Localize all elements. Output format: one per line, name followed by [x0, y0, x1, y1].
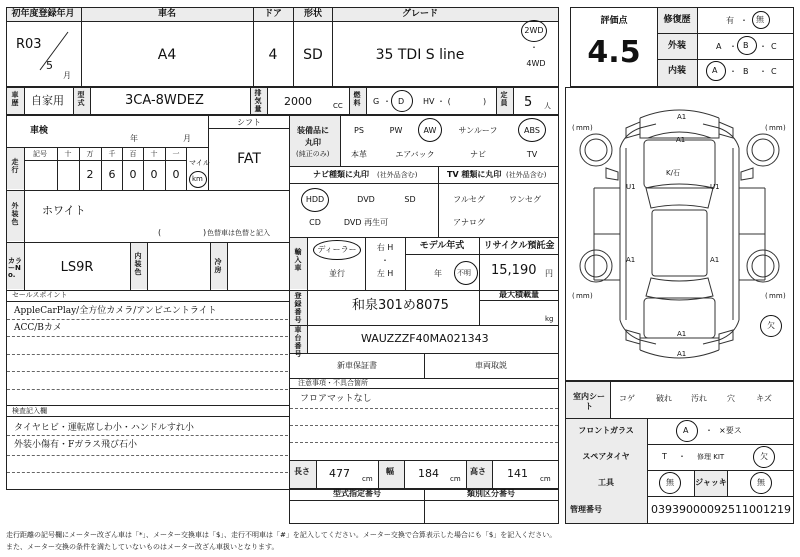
- interior-sep2: ・: [759, 67, 767, 76]
- fuel-hv: HV ・ (: [423, 97, 451, 106]
- diagram-mark-front: A1: [677, 113, 687, 121]
- wheel-rr-paren: (: [765, 292, 768, 300]
- recycle-unit: 円: [545, 269, 553, 278]
- equip-airbag: エアバック: [395, 150, 435, 159]
- inspector-label: 検査記入欄: [12, 407, 47, 415]
- color-note: 色替車は色替と記入: [207, 229, 270, 237]
- mileage-digit-4: 0: [129, 168, 137, 181]
- diagram-roof-label: K/石: [666, 169, 680, 177]
- fuel-close: ): [483, 97, 487, 106]
- mile-label: マイル: [189, 159, 210, 167]
- max-load-unit: kg: [545, 315, 554, 323]
- spare-label: スペアタイヤ: [582, 452, 630, 461]
- color-no-label: カラーNo.: [8, 257, 22, 279]
- equip-tv: TV: [526, 150, 538, 159]
- registration-label: 登録番号: [294, 292, 302, 324]
- wheel-fl-mm: mm: [576, 124, 590, 132]
- inspection-month-unit: 月: [183, 134, 191, 143]
- drive-4wd: 4WD: [526, 59, 546, 68]
- tv-oneseg: ワンセグ: [509, 195, 541, 204]
- exterior-label: 外装: [667, 41, 687, 51]
- wheel-rl-paren: (: [572, 292, 575, 300]
- drive-sep: ・: [530, 43, 538, 52]
- width-value: 184: [418, 467, 439, 480]
- digit-label-4: 百: [129, 150, 137, 158]
- wheel-rl-mm: mm: [576, 292, 590, 300]
- tools-label: 工具: [598, 478, 614, 487]
- exterior-opt-a: A: [716, 42, 722, 51]
- import-dot: ・: [381, 256, 389, 265]
- notes-value: フロアマットなし: [300, 394, 372, 404]
- wheel-fr-paren: (: [765, 124, 768, 132]
- interior-opt-a: A: [712, 66, 718, 75]
- capacity-unit: 人: [544, 102, 551, 110]
- digit-label-6: 一: [172, 150, 180, 158]
- score-label: 評価点: [600, 16, 628, 26]
- type-code-label: 型式指定番号: [333, 489, 381, 498]
- wheel-fl-close: ): [590, 124, 593, 132]
- displacement-value: 2000: [284, 95, 312, 108]
- usage-label: 車歴: [11, 91, 19, 107]
- digit-label-5: 十: [150, 150, 158, 158]
- first-reg-label: 初年度登録年月: [11, 9, 75, 19]
- tv-header-note: (社外品含む): [506, 171, 547, 179]
- warranty-new-car: 新車保証書: [337, 361, 377, 370]
- chassis-value: WAUZZZF40MA021343: [361, 332, 489, 345]
- sheet-opt-hole: 穴: [727, 394, 735, 403]
- repair-label: 修復歴: [663, 15, 691, 25]
- diagram-mark-rear: A1: [677, 350, 687, 358]
- tools-value: 無: [666, 478, 674, 487]
- nav-cd: CD: [309, 218, 321, 227]
- model-year-unit: 年: [434, 269, 442, 278]
- inspection-year-unit: 年: [130, 134, 138, 143]
- diagram-mark-side-left: A1: [626, 256, 636, 264]
- import-right-h: 右 H: [376, 243, 394, 252]
- import-left-h: 左 H: [376, 269, 394, 278]
- body-shape: SD: [303, 47, 323, 63]
- sales-point-line-2: ACC/Bカメ: [14, 323, 62, 333]
- width-label: 幅: [386, 467, 394, 476]
- height-value: 141: [507, 467, 528, 480]
- door-label: ドア: [264, 9, 282, 19]
- wheel-fr-mm: mm: [769, 124, 783, 132]
- tv-analog: アナログ: [453, 218, 485, 227]
- car-name: A4: [157, 47, 177, 63]
- spare-opt-kit: 修理 KIT: [697, 453, 725, 461]
- equipment-label-mid: 丸印: [305, 138, 321, 147]
- jack-label: ジャッキ: [695, 478, 727, 487]
- interior-sheet-label: 室内シート: [573, 392, 605, 411]
- equip-pw: PW: [389, 126, 403, 135]
- length-value: 477: [329, 467, 350, 480]
- door-count: 4: [268, 47, 278, 63]
- nav-header-note: (社外品含む): [377, 171, 418, 179]
- fuel-g: G: [373, 97, 380, 106]
- wheel-rr-close: ): [783, 292, 786, 300]
- repair-opt-sep: ・: [740, 16, 748, 25]
- windshield-other: ×要ス: [719, 426, 742, 435]
- missing-badge: 欠: [767, 321, 775, 330]
- equip-nav: ナビ: [470, 150, 486, 159]
- nav-hdd: HDD: [305, 195, 325, 204]
- tv-fullseg: フルセグ: [453, 195, 485, 204]
- digit-label-1: 十: [64, 150, 72, 158]
- exterior-opt-b: B: [743, 41, 749, 50]
- reg-year: R03: [16, 37, 42, 52]
- footer-line-1: 走行距離の記号欄にメーター改ざん車は「*」、メーター交換車は「$」、走行不明車は「#」を記入してください。メーター交換で合算表示した場合にも「$」を記入ください。: [6, 531, 557, 539]
- sheet-opt-tear: 破れ: [656, 394, 672, 403]
- nav-sd: SD: [404, 195, 416, 204]
- spare-opt-t: T: [662, 452, 667, 461]
- fridge-label: 冷房: [214, 258, 222, 274]
- mileage-digit-3: 6: [108, 168, 116, 181]
- usage-value: 自家用: [31, 94, 64, 107]
- import-parallel: 並行: [329, 269, 345, 278]
- length-label: 長さ: [294, 467, 310, 476]
- grade-label: グレード: [401, 9, 439, 19]
- equip-ps: PS: [354, 126, 364, 135]
- sales-point-line-1: AppleCarPlay/全方位カメラ/アンビエントライト: [14, 306, 217, 316]
- equip-leather: 本革: [351, 150, 367, 159]
- management-value: 03939000092511001219: [651, 503, 791, 516]
- fuel-sep: ・: [383, 97, 391, 106]
- sheet-opt-scratch: キズ: [756, 394, 772, 403]
- equip-aw: AW: [423, 126, 437, 135]
- sheet-opt-dirt: 汚れ: [691, 394, 707, 403]
- score-value: 4.5: [587, 35, 641, 70]
- equipment-label-top: 装備品に: [297, 126, 329, 135]
- km-label: km: [192, 175, 203, 183]
- import-dealer: ディーラー: [317, 245, 357, 254]
- mileage-digit-6: 0: [172, 168, 180, 181]
- equip-sunroof: サンルーフ: [458, 126, 498, 135]
- width-unit: cm: [450, 475, 461, 483]
- windshield-sep: ・: [705, 426, 713, 435]
- exterior-sep1: ・: [729, 42, 737, 51]
- model-code: 3CA-8WDEZ: [125, 93, 204, 108]
- notes-label: 注意事項・不具合箇所: [298, 379, 368, 387]
- diagram-mark-door-left: U1: [626, 183, 636, 191]
- reg-month: 5: [46, 59, 53, 72]
- diagram-mark-side-right: A1: [710, 256, 720, 264]
- inspector-line-1: タイヤヒビ・運転席しわ小・ハンドルすれ小: [14, 423, 194, 433]
- spare-sep: ・: [678, 452, 686, 461]
- reg-month-unit: 月: [63, 71, 71, 80]
- height-unit: cm: [540, 475, 551, 483]
- wheel-fr-close: ): [783, 124, 786, 132]
- recycle-value: 15,190: [491, 263, 537, 278]
- model-year-unknown: 不明: [457, 269, 471, 277]
- diagram-mark-trunk: A1: [677, 330, 687, 338]
- nav-header: ナビ種類に丸印: [313, 170, 369, 179]
- interior-sep1: ・: [729, 67, 737, 76]
- digit-label-3: 千: [108, 150, 116, 158]
- wheel-fl-paren: (: [572, 124, 575, 132]
- wheel-rr-mm: mm: [769, 292, 783, 300]
- diagram-mark-door-right: U1: [710, 183, 720, 191]
- drive-2wd: 2WD: [524, 26, 544, 35]
- class-code-label: 類別区分番号: [467, 489, 515, 498]
- equipment-label-sub: (純正のみ): [296, 150, 330, 158]
- chassis-label: 車台番号: [294, 326, 302, 358]
- exterior-sep2: ・: [759, 42, 767, 51]
- max-load-label: 最大積載量: [499, 290, 539, 299]
- displacement-unit: CC: [333, 102, 343, 110]
- interior-color-label: 内装色: [134, 252, 142, 276]
- capacity-value: 5: [524, 95, 533, 110]
- color-note-close: ): [203, 228, 207, 237]
- mileage-symbol-label: 記号: [33, 150, 47, 158]
- tv-header: TV 種類に丸印: [447, 170, 502, 179]
- interior-label: 内装: [667, 66, 687, 76]
- fuel-d: D: [398, 97, 405, 106]
- car-name-label: 車名: [157, 9, 177, 19]
- management-label: 管理番号: [570, 505, 602, 514]
- shift-value: FAT: [237, 151, 261, 167]
- repair-opt-no: 無: [756, 15, 764, 24]
- nav-dvd: DVD: [357, 195, 375, 204]
- jack-value: 無: [757, 478, 765, 487]
- color-label: 外装色: [11, 202, 19, 226]
- model-year-label: モデル年式: [419, 241, 465, 251]
- repair-opt-yes: 有: [726, 16, 734, 25]
- reg-divider: [36, 30, 70, 72]
- windshield-a: A: [683, 426, 689, 435]
- warranty-manual: 車両取説: [475, 361, 507, 370]
- color-no-value: LS9R: [60, 260, 94, 275]
- interior-opt-b: B: [743, 67, 749, 76]
- length-unit: cm: [362, 475, 373, 483]
- grade: 35 TDI S line: [375, 47, 465, 63]
- digit-label-2: 万: [86, 150, 94, 158]
- sales-points-label: セールスポイント: [12, 291, 68, 299]
- registration-value: 和泉301め8075: [352, 298, 449, 313]
- equip-abs: ABS: [524, 126, 540, 135]
- import-label: 輸入車: [294, 248, 302, 272]
- model-label: 型式: [77, 91, 85, 107]
- inspector-line-2: 外装小傷有・Fガラス飛び石小: [14, 440, 137, 450]
- interior-opt-c: C: [771, 67, 777, 76]
- color-value: ホワイト: [42, 204, 86, 217]
- shift-label: シフト: [237, 118, 261, 127]
- spare-missing: 欠: [760, 452, 768, 461]
- mileage-digit-2: 2: [86, 168, 94, 181]
- fuel-label: 燃料: [353, 91, 361, 107]
- footer-line-2: また、メーター交換の条件を満たしていないものはメーター改ざん車扱いとなります。: [6, 543, 279, 551]
- recycle-label: リサイクル預託金: [483, 241, 555, 251]
- windshield-label: フロントガラス: [578, 426, 634, 435]
- height-label: 高さ: [470, 467, 486, 476]
- color-note-open: (: [158, 228, 162, 237]
- shape-label: 形状: [303, 9, 323, 19]
- capacity-label: 定員: [500, 91, 508, 107]
- mileage-digit-5: 0: [150, 168, 158, 181]
- inspection-label: 車検: [30, 126, 49, 136]
- wheel-rl-close: ): [590, 292, 593, 300]
- nav-dvd-play: DVD 再生可: [343, 218, 389, 227]
- diagram-mark-bumper: A1: [676, 136, 686, 144]
- displacement-label: 排気量: [254, 89, 262, 113]
- mileage-label: 走行: [11, 158, 19, 174]
- exterior-opt-c: C: [771, 42, 777, 51]
- sheet-opt-burn: コゲ: [619, 394, 635, 403]
